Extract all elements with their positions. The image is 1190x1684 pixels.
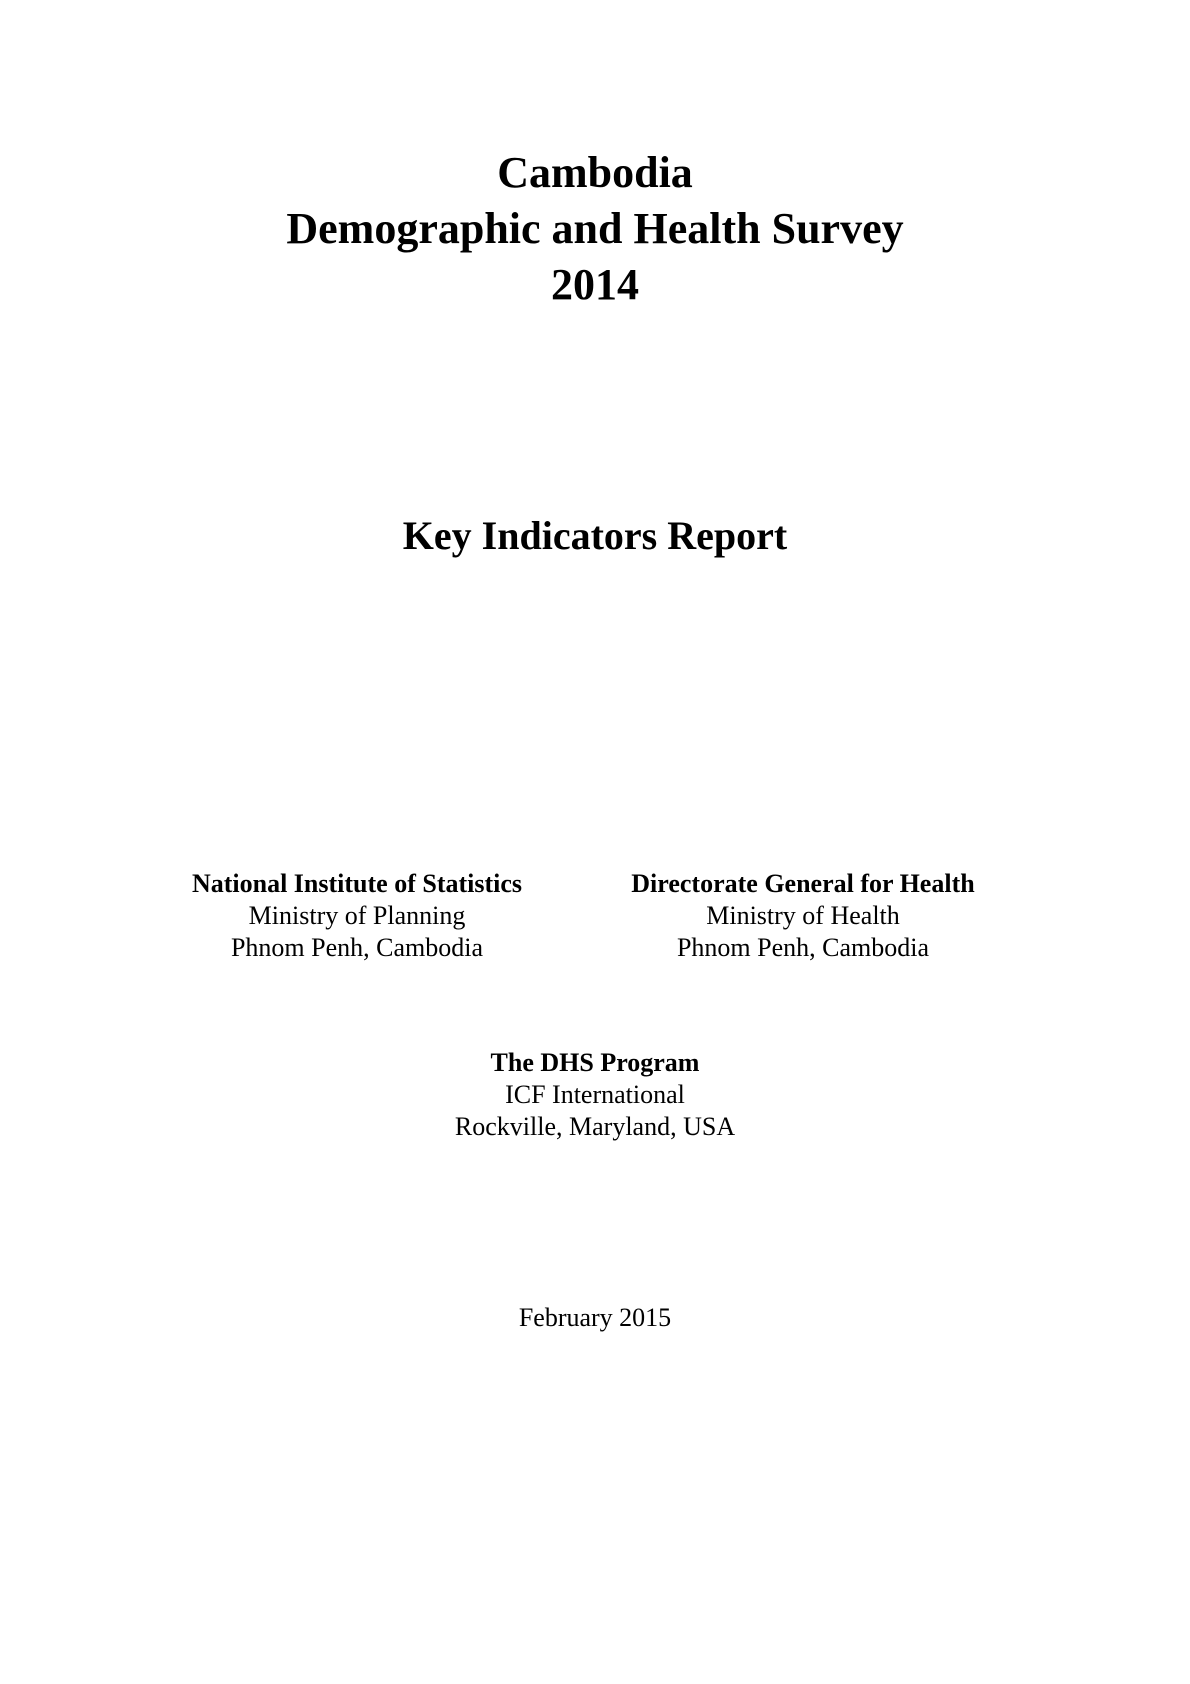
org-location: Phnom Penh, Cambodia xyxy=(676,933,930,962)
report-title xyxy=(0,145,1190,313)
publication-date: February 2015 xyxy=(518,1303,672,1332)
org-name: Directorate General for Health xyxy=(631,869,975,898)
org-location: Rockville, Maryland, USA xyxy=(454,1112,736,1141)
org-block-dhs xyxy=(395,1047,795,1143)
title-year: 2014 xyxy=(551,260,639,309)
org-ministry: Ministry of Health xyxy=(706,901,900,930)
org-ministry: Ministry of Planning xyxy=(248,901,466,930)
org-name: The DHS Program xyxy=(490,1048,700,1077)
org-block-nis xyxy=(157,868,557,964)
org-name: National Institute of Statistics xyxy=(191,869,523,898)
org-company: ICF International xyxy=(505,1080,685,1109)
title-survey-name: Demographic and Health Survey xyxy=(286,204,904,253)
org-location: Phnom Penh, Cambodia xyxy=(230,933,484,962)
title-country: Cambodia xyxy=(497,148,693,197)
report-subtitle: Key Indicators Report xyxy=(402,513,788,558)
org-block-dgh xyxy=(603,868,1003,964)
